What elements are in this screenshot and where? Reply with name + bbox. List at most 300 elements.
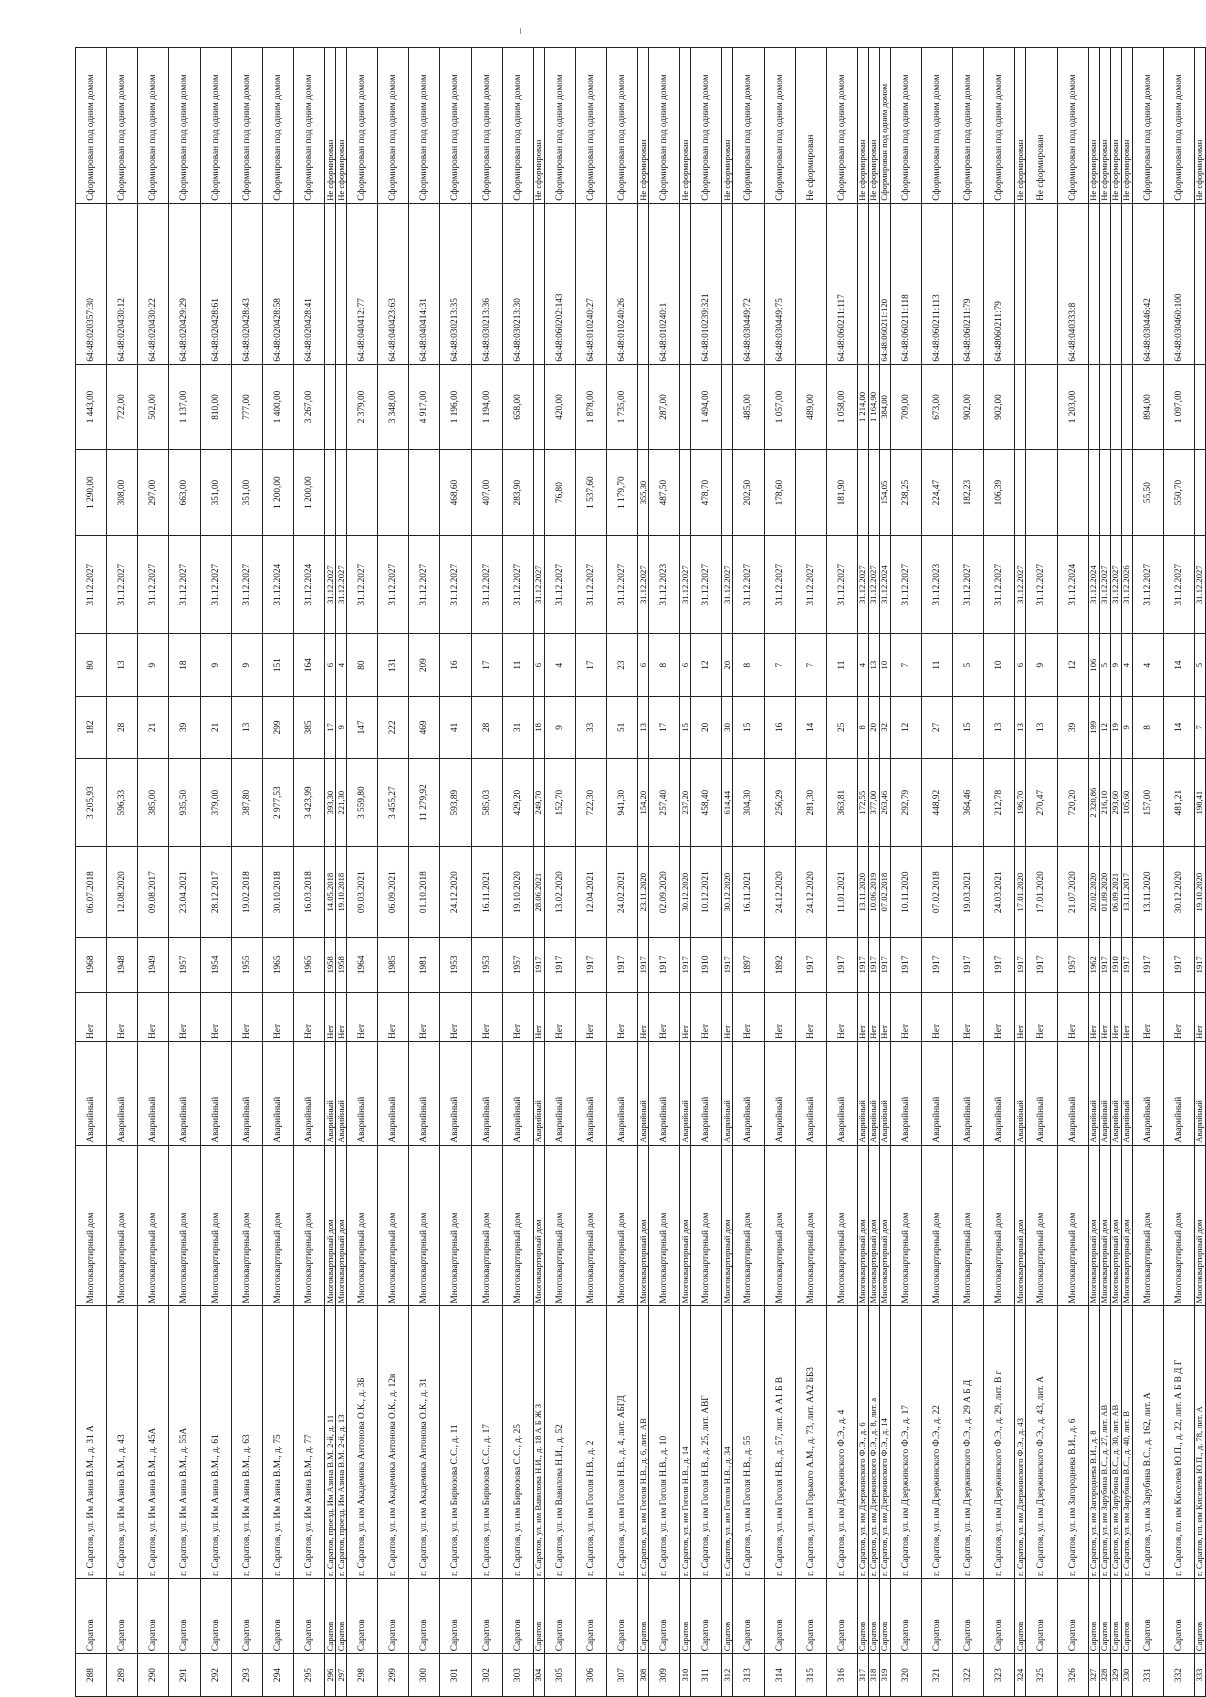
- table-row: [378, 48, 409, 1697]
- cell-address: г. Саратов, ул. им Дзержинского Ф.Э., д. 22: [922, 1306, 953, 1578]
- cell-cadastral-number: 64:48:020430:22: [138, 203, 169, 364]
- cell-land-area-1: [378, 450, 409, 536]
- cell-address: г. Саратов, ул. им Загороднева В.И., д. 8: [1088, 1306, 1099, 1578]
- table-row: [795, 48, 826, 1697]
- cell-premises: 9: [200, 634, 231, 696]
- cell-land-area-2: 502,00: [138, 364, 169, 450]
- cell-total-area: 11 279,92: [409, 759, 440, 847]
- cell-condition: Аварийный: [1099, 1041, 1110, 1145]
- cell-land-status: Сформирован под одним домом: [922, 48, 953, 204]
- cell-row-number: 333: [1194, 1654, 1205, 1697]
- cell-build-year: 1985: [378, 938, 409, 992]
- cell-land-area-2: 658,00: [502, 364, 533, 450]
- cell-land-area-1: [325, 450, 336, 536]
- cell-city: Саратов: [347, 1578, 378, 1653]
- cell-land-status: Не сформирован: [1026, 48, 1057, 204]
- cell-recognition-date: 19.10.2020: [502, 847, 533, 938]
- cell-premises: 17: [471, 634, 502, 696]
- cell-recognition-date: 21.07.2020: [1057, 847, 1088, 938]
- cell-resettlement-deadline: 31.12.2027: [409, 535, 440, 634]
- cell-row-number: 310: [680, 1654, 691, 1697]
- cell-build-year: 1917: [953, 938, 984, 992]
- cell-total-area: 614,44: [722, 759, 733, 847]
- cell-cadastral-number: 64:48:010239:321: [691, 203, 722, 364]
- cell-resettlement-deadline: 31.12.2026: [1121, 535, 1132, 634]
- cell-premises: 9: [138, 634, 169, 696]
- cell-land-status: Не сформирован: [868, 48, 879, 204]
- cell-city: Саратов: [649, 1578, 680, 1653]
- cell-address: г. Саратов, ул. им Горького А.М., д. 73, лит. АА2 ББ3: [795, 1306, 826, 1578]
- cell-land-status: Сформирован под одним домом: [879, 48, 890, 204]
- cell-land-area-2: 1 057,00: [764, 364, 795, 450]
- cell-land-status: Не сформирован: [325, 48, 336, 204]
- cell-cadastral-number: 64:48:020357:30: [76, 203, 107, 364]
- cell-build-year: 1917: [607, 938, 638, 992]
- cell-cadastral-number: 64:48:020428:43: [231, 203, 262, 364]
- cell-address: г. Саратов, ул. Им Азина В.М., д. 75: [262, 1306, 293, 1578]
- cell-land-area-2: 1 214,00: [857, 364, 868, 450]
- cell-house-type: Многоквартирный дом: [231, 1145, 262, 1306]
- cell-address: г. Саратов, ул. Им Азина В.М., д. 43: [107, 1306, 138, 1578]
- cell-total-area: 935,50: [169, 759, 200, 847]
- cell-land-status: Сформирован под одним домом: [200, 48, 231, 204]
- cell-city: Саратов: [544, 1578, 575, 1653]
- cell-residents: 28: [471, 696, 502, 758]
- cell-resettlement-deadline: 31.12.2024: [293, 535, 324, 634]
- cell-land-status: Не сформирован: [1099, 48, 1110, 204]
- cell-city: Саратов: [1099, 1578, 1110, 1653]
- cell-build-year: 1968: [76, 938, 107, 992]
- cell-land-area-2: 1 878,00: [575, 364, 606, 450]
- cell-build-year: 1957: [169, 938, 200, 992]
- cell-city: Саратов: [471, 1578, 502, 1653]
- table-row: [857, 48, 868, 1697]
- cell-land-area-2: [1015, 364, 1026, 450]
- cell-condition: Аварийный: [1110, 1041, 1121, 1145]
- cell-total-area: 3 559,80: [347, 759, 378, 847]
- cell-cultural-heritage: Нет: [107, 992, 138, 1041]
- cell-cultural-heritage: Нет: [795, 992, 826, 1041]
- cell-land-area-2: [336, 364, 347, 450]
- cell-land-area-1: 1 200,00: [262, 450, 293, 536]
- cell-premises: 11: [922, 634, 953, 696]
- cell-cadastral-number: 64:48:020428:58: [262, 203, 293, 364]
- cell-address: г. Саратов, ул. им Дзержинского Ф.Э., д. 8, лит. а: [868, 1306, 879, 1578]
- cell-recognition-date: 28.06.2021: [533, 847, 544, 938]
- cell-total-area: 256,29: [764, 759, 795, 847]
- cell-address: г. Саратов, ул. им Дзержинского Ф.Э., д. 43, лит. А: [1026, 1306, 1057, 1578]
- cell-house-type: Многоквартирный дом: [169, 1145, 200, 1306]
- cell-land-status: Не сформирован: [638, 48, 649, 204]
- cell-cadastral-number: [638, 203, 649, 364]
- cell-build-year: 1964: [347, 938, 378, 992]
- table-row: [953, 48, 984, 1697]
- cell-house-type: Многоквартирный дом: [879, 1145, 890, 1306]
- cell-address: г. Саратов, ул. им Академика Антонова О.К., д. 12в: [378, 1306, 409, 1578]
- table-row: [440, 48, 471, 1697]
- cell-residents: 20: [691, 696, 722, 758]
- cell-condition: Аварийный: [1132, 1041, 1163, 1145]
- cell-condition: Аварийный: [691, 1041, 722, 1145]
- cell-address: г. Саратов, пл. им Киселева Ю.П., д. 78, лит. А: [1194, 1306, 1205, 1578]
- cell-recognition-date: 19.10.2020: [1194, 847, 1205, 938]
- cell-cultural-heritage: Нет: [879, 992, 890, 1041]
- cell-cultural-heritage: Нет: [325, 992, 336, 1041]
- cell-address: г. Саратов, ул. им Зарубина В.С., д. 40, лит. В: [1121, 1306, 1132, 1578]
- cell-residents: 51: [607, 696, 638, 758]
- cell-city: Саратов: [231, 1578, 262, 1653]
- cell-premises: 23: [607, 634, 638, 696]
- cell-land-area-2: 709,00: [890, 364, 921, 450]
- cell-resettlement-deadline: 31.12.2027: [1163, 535, 1194, 634]
- cell-residents: 12: [890, 696, 921, 758]
- cell-premises: 131: [378, 634, 409, 696]
- cell-condition: Аварийный: [293, 1041, 324, 1145]
- cell-row-number: 305: [544, 1654, 575, 1697]
- cell-residents: 31: [502, 696, 533, 758]
- cell-city: Саратов: [440, 1578, 471, 1653]
- cell-recognition-date: 10.06.2019: [868, 847, 879, 938]
- cell-premises: 6: [1015, 634, 1026, 696]
- cell-recognition-date: 13.11.2017: [1121, 847, 1132, 938]
- cell-land-area-2: [1121, 364, 1132, 450]
- cell-row-number: 322: [953, 1654, 984, 1697]
- cell-house-type: Многоквартирный дом: [691, 1145, 722, 1306]
- cell-resettlement-deadline: 31.12.2027: [440, 535, 471, 634]
- table-row: [169, 48, 200, 1697]
- cell-resettlement-deadline: 31.12.2027: [347, 535, 378, 634]
- cell-total-area: 216,10: [1099, 759, 1110, 847]
- cell-condition: Аварийный: [649, 1041, 680, 1145]
- cell-build-year: 1957: [502, 938, 533, 992]
- cell-resettlement-deadline: 31.12.2027: [764, 535, 795, 634]
- cell-house-type: Многоквартирный дом: [1132, 1145, 1163, 1306]
- cell-condition: Аварийный: [764, 1041, 795, 1145]
- cell-house-type: Многоквартирный дом: [440, 1145, 471, 1306]
- cell-cultural-heritage: Нет: [138, 992, 169, 1041]
- cell-city: Саратов: [76, 1578, 107, 1653]
- cell-cultural-heritage: Нет: [440, 992, 471, 1041]
- table-row: [680, 48, 691, 1697]
- cell-land-area-2: 1 058,00: [826, 364, 857, 450]
- cell-house-type: Многоквартирный дом: [336, 1145, 347, 1306]
- cell-resettlement-deadline: 31.12.2027: [795, 535, 826, 634]
- cell-row-number: 302: [471, 1654, 502, 1697]
- cell-condition: Аварийный: [76, 1041, 107, 1145]
- cell-condition: Аварийный: [857, 1041, 868, 1145]
- cell-row-number: 295: [293, 1654, 324, 1697]
- cell-condition: Аварийный: [107, 1041, 138, 1145]
- cell-resettlement-deadline: 31.12.2027: [1026, 535, 1057, 634]
- cell-land-status: Сформирован под одним домом: [1132, 48, 1163, 204]
- cell-cadastral-number: 64:48:020428:61: [200, 203, 231, 364]
- cell-address: г. Саратов, ул. Им Азина В.М., д. 77: [293, 1306, 324, 1578]
- cell-land-area-1: 487,50: [649, 450, 680, 536]
- cell-condition: Аварийный: [138, 1041, 169, 1145]
- cell-residents: 12: [1099, 696, 1110, 758]
- cell-cultural-heritage: Нет: [1132, 992, 1163, 1041]
- cell-cadastral-number: 64:48:030449:72: [733, 203, 764, 364]
- cell-row-number: 329: [1110, 1654, 1121, 1697]
- table-row: [1057, 48, 1088, 1697]
- cell-land-area-2: 384,00: [879, 364, 890, 450]
- cell-city: Саратов: [826, 1578, 857, 1653]
- cell-land-area-1: [857, 450, 868, 536]
- cell-land-area-2: [533, 364, 544, 450]
- cell-premises: 8: [649, 634, 680, 696]
- cell-cadastral-number: 64:48:060211:117: [826, 203, 857, 364]
- table-row: [347, 48, 378, 1697]
- cell-premises: 6: [638, 634, 649, 696]
- cell-total-area: 3 205,93: [76, 759, 107, 847]
- cell-total-area: 596,33: [107, 759, 138, 847]
- cell-residents: 199: [1088, 696, 1099, 758]
- emergency-housing-table: [75, 47, 1206, 1697]
- cell-land-area-1: 1 179,70: [607, 450, 638, 536]
- cell-land-status: Сформирован под одним домом: [890, 48, 921, 204]
- cell-cadastral-number: [857, 203, 868, 364]
- cell-condition: Аварийный: [1088, 1041, 1099, 1145]
- cell-premises: 12: [1057, 634, 1088, 696]
- cell-residents: 13: [231, 696, 262, 758]
- cell-residents: 39: [169, 696, 200, 758]
- cell-row-number: 319: [879, 1654, 890, 1697]
- cell-land-status: Сформирован под одним домом: [953, 48, 984, 204]
- cell-row-number: 293: [231, 1654, 262, 1697]
- cell-condition: Аварийный: [879, 1041, 890, 1145]
- cell-cultural-heritage: Нет: [378, 992, 409, 1041]
- cell-land-area-1: [1121, 450, 1132, 536]
- cell-residents: 13: [1026, 696, 1057, 758]
- cell-residents: 182: [76, 696, 107, 758]
- cell-cultural-heritage: Нет: [764, 992, 795, 1041]
- cell-city: Саратов: [378, 1578, 409, 1653]
- cell-land-area-1: [795, 450, 826, 536]
- cell-city: Саратов: [1132, 1578, 1163, 1653]
- cell-land-area-1: 468,60: [440, 450, 471, 536]
- cell-residents: 15: [680, 696, 691, 758]
- cell-land-area-1: 1 200,00: [293, 450, 324, 536]
- cell-premises: 164: [293, 634, 324, 696]
- cell-land-area-1: [722, 450, 733, 536]
- cell-cultural-heritage: Нет: [1015, 992, 1026, 1041]
- cell-land-status: Сформирован под одним домом: [575, 48, 606, 204]
- cell-build-year: 1917: [890, 938, 921, 992]
- cell-land-status: Сформирован под одним домом: [76, 48, 107, 204]
- cell-resettlement-deadline: 31.12.2027: [336, 535, 347, 634]
- cell-house-type: Многоквартирный дом: [1057, 1145, 1088, 1306]
- cell-resettlement-deadline: 31.12.2027: [826, 535, 857, 634]
- cell-cultural-heritage: Нет: [262, 992, 293, 1041]
- cell-land-area-1: 238,25: [890, 450, 921, 536]
- table-row: [649, 48, 680, 1697]
- cell-condition: Аварийный: [922, 1041, 953, 1145]
- cell-land-status: Сформирован под одним домом: [262, 48, 293, 204]
- cell-land-area-2: 902,00: [953, 364, 984, 450]
- cell-land-area-2: 1 443,00: [76, 364, 107, 450]
- cell-build-year: 1917: [879, 938, 890, 992]
- cell-premises: 14: [1163, 634, 1194, 696]
- cell-house-type: Многоквартирный дом: [1121, 1145, 1132, 1306]
- cell-build-year: 1917: [533, 938, 544, 992]
- cell-land-area-1: 224,47: [922, 450, 953, 536]
- cell-total-area: 385,00: [138, 759, 169, 847]
- cell-row-number: 298: [347, 1654, 378, 1697]
- cell-build-year: 1953: [440, 938, 471, 992]
- table-row: [922, 48, 953, 1697]
- cell-city: Саратов: [293, 1578, 324, 1653]
- cell-cadastral-number: [795, 203, 826, 364]
- cell-cultural-heritage: Нет: [1099, 992, 1110, 1041]
- cell-resettlement-deadline: 31.12.2027: [1099, 535, 1110, 634]
- cell-row-number: 292: [200, 1654, 231, 1697]
- cell-condition: Аварийный: [680, 1041, 691, 1145]
- cell-city: Саратов: [984, 1578, 1015, 1653]
- cell-land-status: Сформирован под одним домом: [231, 48, 262, 204]
- table-row: [409, 48, 440, 1697]
- cell-recognition-date: 30.10.2018: [262, 847, 293, 938]
- cell-cultural-heritage: Нет: [984, 992, 1015, 1041]
- cell-resettlement-deadline: 31.12.2024: [879, 535, 890, 634]
- cell-recognition-date: 17.01.2020: [1026, 847, 1057, 938]
- cell-premises: 7: [764, 634, 795, 696]
- cell-total-area: 379,00: [200, 759, 231, 847]
- cell-premises: 7: [890, 634, 921, 696]
- cell-cadastral-number: 64:48:010240:1: [649, 203, 680, 364]
- cell-residents: 469: [409, 696, 440, 758]
- cell-house-type: Многоквартирный дом: [826, 1145, 857, 1306]
- cell-city: Саратов: [502, 1578, 533, 1653]
- cell-condition: Аварийный: [1015, 1041, 1026, 1145]
- cell-address: г. Саратов, ул. им Вавилова Н.И., д. 52: [544, 1306, 575, 1578]
- table-row: [1015, 48, 1026, 1697]
- cell-address: г. Саратов, ул. им Гоголя Н.В., д. 4, лит. АБГД: [607, 1306, 638, 1578]
- cell-address: г. Саратов, ул. им Дзержинского Ф.Э., д. 14: [879, 1306, 890, 1578]
- cell-address: г. Саратов, ул. им Гоголя Н.В., д. 6, лит. АВ: [638, 1306, 649, 1578]
- cell-city: Саратов: [1121, 1578, 1132, 1653]
- cell-land-area-1: 663,00: [169, 450, 200, 536]
- table-row: [76, 48, 107, 1697]
- cell-condition: Аварийный: [471, 1041, 502, 1145]
- cell-total-area: 105,60: [1121, 759, 1132, 847]
- cell-land-area-1: [1110, 450, 1121, 536]
- cell-residents: 385: [293, 696, 324, 758]
- cell-land-status: Сформирован под одним домом: [764, 48, 795, 204]
- cell-resettlement-deadline: 31.12.2027: [533, 535, 544, 634]
- cell-address: г. Саратов, ул. им Дзержинского Ф.Э., д. 43: [1015, 1306, 1026, 1578]
- cell-land-status: Не сформирован: [722, 48, 733, 204]
- cell-resettlement-deadline: 31.12.2027: [984, 535, 1015, 634]
- cell-build-year: 1958: [325, 938, 336, 992]
- cell-resettlement-deadline: 31.12.2027: [378, 535, 409, 634]
- cell-land-area-2: 1 196,00: [440, 364, 471, 450]
- cell-cultural-heritage: Нет: [575, 992, 606, 1041]
- cell-land-area-2: 902,00: [984, 364, 1015, 450]
- cell-land-status: Сформирован под одним домом: [984, 48, 1015, 204]
- cell-recognition-date: 24.12.2020: [764, 847, 795, 938]
- cell-cultural-heritage: Нет: [1163, 992, 1194, 1041]
- cell-premises: 151: [262, 634, 293, 696]
- table-row: [107, 48, 138, 1697]
- cell-recognition-date: 13.02.2020: [544, 847, 575, 938]
- cell-residents: 20: [868, 696, 879, 758]
- cell-house-type: Многоквартирный дом: [764, 1145, 795, 1306]
- cell-row-number: 323: [984, 1654, 1015, 1697]
- cell-land-area-1: 106,39: [984, 450, 1015, 536]
- cell-premises: 9: [1110, 634, 1121, 696]
- cell-residents: 9: [544, 696, 575, 758]
- cell-residents: 21: [138, 696, 169, 758]
- cell-cultural-heritage: Нет: [868, 992, 879, 1041]
- cell-premises: 11: [826, 634, 857, 696]
- table-row: [1194, 48, 1205, 1697]
- cell-cadastral-number: 64:48:040414:31: [409, 203, 440, 364]
- cell-land-area-2: [1099, 364, 1110, 450]
- cell-land-status: Сформирован под одним домом: [649, 48, 680, 204]
- cell-address: г. Саратов, ул. им Гоголя Н.В., д. 55: [733, 1306, 764, 1578]
- cell-premises: 6: [533, 634, 544, 696]
- cell-land-area-1: 351,00: [231, 450, 262, 536]
- cell-land-area-2: 722,00: [107, 364, 138, 450]
- cell-cadastral-number: [336, 203, 347, 364]
- cell-condition: Аварийный: [169, 1041, 200, 1145]
- cell-recognition-date: 12.04.2021: [575, 847, 606, 938]
- cell-cultural-heritage: Нет: [1194, 992, 1205, 1041]
- cell-row-number: 311: [691, 1654, 722, 1697]
- cell-row-number: 306: [575, 1654, 606, 1697]
- cell-build-year: 1892: [764, 938, 795, 992]
- cell-house-type: Многоквартирный дом: [325, 1145, 336, 1306]
- cell-condition: Аварийный: [409, 1041, 440, 1145]
- table-row: [1088, 48, 1099, 1697]
- cell-total-area: 448,92: [922, 759, 953, 847]
- cell-build-year: 1917: [868, 938, 879, 992]
- cell-resettlement-deadline: 31.12.2027: [868, 535, 879, 634]
- cell-land-area-1: 1 537,60: [575, 450, 606, 536]
- cell-cultural-heritage: Нет: [231, 992, 262, 1041]
- cell-premises: 10: [984, 634, 1015, 696]
- cell-recognition-date: 19.03.2021: [953, 847, 984, 938]
- cell-residents: 13: [984, 696, 1015, 758]
- cell-cultural-heritage: Нет: [857, 992, 868, 1041]
- cell-city: Саратов: [607, 1578, 638, 1653]
- cell-row-number: 330: [1121, 1654, 1132, 1697]
- cell-total-area: 941,30: [607, 759, 638, 847]
- cell-cultural-heritage: Нет: [1057, 992, 1088, 1041]
- cell-build-year: 1917: [575, 938, 606, 992]
- cell-cadastral-number: 64:48:040412:77: [347, 203, 378, 364]
- cell-cadastral-number: 64:48:030449:75: [764, 203, 795, 364]
- cell-residents: 299: [262, 696, 293, 758]
- cell-address: г. Саратов, ул. Им Азина В.М., д. 55А: [169, 1306, 200, 1578]
- cell-total-area: 585,03: [471, 759, 502, 847]
- cell-land-area-2: 1 194,00: [471, 364, 502, 450]
- cell-total-area: 3 423,99: [293, 759, 324, 847]
- cell-land-area-1: [868, 450, 879, 536]
- cell-cadastral-number: 64:48060211:79: [984, 203, 1015, 364]
- cell-recognition-date: 23.11.2020: [638, 847, 649, 938]
- cell-recognition-date: 07.02.2018: [879, 847, 890, 938]
- cell-land-status: Сформирован под одним домом: [826, 48, 857, 204]
- cell-cultural-heritage: Нет: [336, 992, 347, 1041]
- cell-row-number: 288: [76, 1654, 107, 1697]
- cell-house-type: Многоквартирный дом: [409, 1145, 440, 1306]
- cell-resettlement-deadline: 31.12.2027: [138, 535, 169, 634]
- cell-land-area-2: 894,00: [1132, 364, 1163, 450]
- cell-row-number: 307: [607, 1654, 638, 1697]
- cell-residents: 8: [1132, 696, 1163, 758]
- cell-premises: 13: [107, 634, 138, 696]
